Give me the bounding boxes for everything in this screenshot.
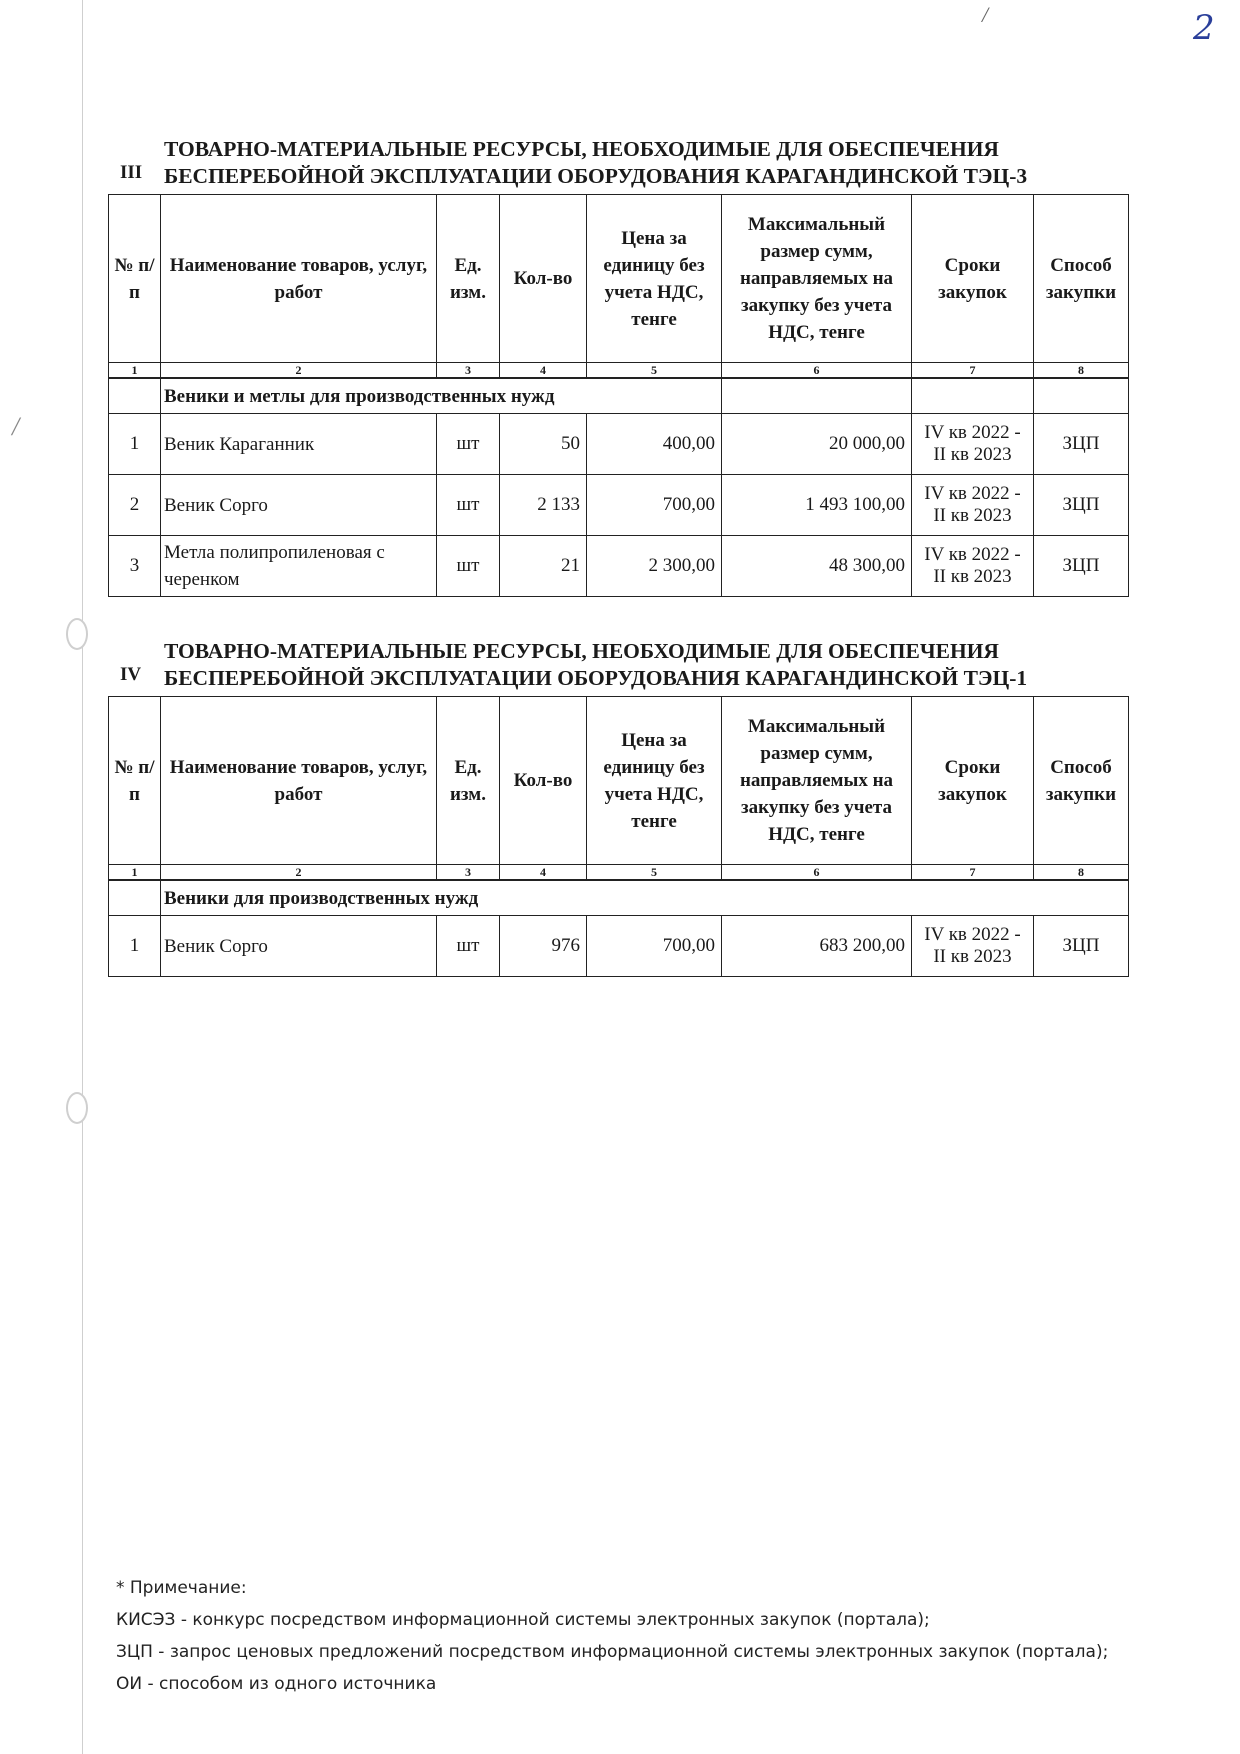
header-price: Цена за единицу без учета НДС, тенге [587, 697, 722, 865]
cell-period [912, 414, 1034, 475]
header-name: Наименование товаров, услуг, работ [161, 195, 437, 363]
column-number: 8 [1034, 865, 1129, 881]
procurement-table [108, 194, 1129, 597]
group-spacer [1034, 378, 1129, 414]
cell-no: 1 [109, 414, 161, 475]
cell-name: Веник Сорго [161, 916, 437, 977]
period-end: II кв 2023 [933, 566, 1012, 587]
group-spacer [109, 378, 161, 414]
cell-no: 2 [109, 475, 161, 536]
cell-qty: 21 [500, 536, 587, 597]
cell-method: ЗЦП [1034, 916, 1129, 977]
period-end: II кв 2023 [933, 505, 1012, 526]
period-start: IV кв 2022 - [924, 924, 1021, 945]
section-iii [108, 136, 1128, 597]
section-title [164, 638, 1027, 692]
group-row [109, 880, 1129, 916]
cell-max-sum: 683 200,00 [722, 916, 912, 977]
footnote-line: КИСЭЗ - конкурс посредством информационной системы электронных закупок (портала); [116, 1610, 930, 1630]
header-price: Цена за единицу без учета НДС, тенге [587, 195, 722, 363]
section-title-line: БЕСПЕРЕБОЙНОЙ ЭКСПЛУАТАЦИИ ОБОРУДОВАНИЯ КАРАГАНДИНСКОЙ ТЭЦ-3 [164, 164, 1028, 188]
procurement-table [108, 696, 1129, 977]
cell-method: ЗЦП [1034, 414, 1129, 475]
cell-name: Веник Сорго [161, 475, 437, 536]
pen-tick-mark: / [982, 2, 989, 27]
section-title-line: ТОВАРНО-МАТЕРИАЛЬНЫЕ РЕСУРСЫ, НЕОБХОДИМЫЕ ДЛЯ ОБЕСПЕЧЕНИЯ [164, 639, 999, 663]
column-number: 2 [161, 865, 437, 881]
header-period: Сроки закупок [912, 195, 1034, 363]
cell-period [912, 536, 1034, 597]
section-heading [108, 136, 1128, 194]
punch-hole [66, 618, 88, 650]
table-row [109, 414, 1129, 475]
cell-qty: 2 133 [500, 475, 587, 536]
column-number-row [109, 363, 1129, 379]
column-number: 7 [912, 363, 1034, 379]
period-end: II кв 2023 [933, 946, 1012, 967]
cell-name: Метла полипропиленовая с черенком [161, 536, 437, 597]
cell-unit: шт [437, 475, 500, 536]
column-number: 4 [500, 865, 587, 881]
table-row [109, 536, 1129, 597]
section-iv [108, 638, 1128, 977]
table-header-row [109, 697, 1129, 865]
column-number: 1 [109, 865, 161, 881]
column-number: 8 [1034, 363, 1129, 379]
header-method: Способ закупки [1034, 697, 1129, 865]
footnote-line: ЗЦП - запрос ценовых предложений посредством информационной системы электронных закупок (портала); [116, 1642, 1109, 1662]
cell-max-sum: 1 493 100,00 [722, 475, 912, 536]
cell-period [912, 916, 1034, 977]
cell-price: 700,00 [587, 916, 722, 977]
cell-price: 400,00 [587, 414, 722, 475]
section-title-line: БЕСПЕРЕБОЙНОЙ ЭКСПЛУАТАЦИИ ОБОРУДОВАНИЯ КАРАГАНДИНСКОЙ ТЭЦ-1 [164, 666, 1028, 690]
pen-stray-mark: / [12, 412, 20, 441]
cell-unit: шт [437, 916, 500, 977]
group-spacer [109, 880, 161, 916]
column-number: 7 [912, 865, 1034, 881]
period-start: IV кв 2022 - [924, 544, 1021, 565]
header-qty: Кол-во [500, 697, 587, 865]
column-number: 3 [437, 865, 500, 881]
header-no: № п/п [109, 697, 161, 865]
cell-no: 1 [109, 916, 161, 977]
cell-method: ЗЦП [1034, 475, 1129, 536]
punch-hole [66, 1092, 88, 1124]
period-start: IV кв 2022 - [924, 422, 1021, 443]
table-row [109, 916, 1129, 977]
section-heading [108, 638, 1128, 696]
footnote [116, 1572, 1116, 1700]
group-label: Веники для производственных нужд [161, 880, 1129, 916]
header-unit: Ед. изм. [437, 195, 500, 363]
group-spacer [722, 378, 912, 414]
page-number: 2 [1193, 8, 1215, 48]
table-header-row [109, 195, 1129, 363]
cell-max-sum: 20 000,00 [722, 414, 912, 475]
header-method: Способ закупки [1034, 195, 1129, 363]
column-number: 4 [500, 363, 587, 379]
group-label: Веники и метлы для производственных нужд [161, 378, 722, 414]
cell-method: ЗЦП [1034, 536, 1129, 597]
header-no: № п/п [109, 195, 161, 363]
binding-margin-line [82, 0, 83, 1754]
header-qty: Кол-во [500, 195, 587, 363]
section-title [164, 136, 1027, 190]
column-number: 3 [437, 363, 500, 379]
column-number: 6 [722, 865, 912, 881]
header-name: Наименование товаров, услуг, работ [161, 697, 437, 865]
period-start: IV кв 2022 - [924, 483, 1021, 504]
footnote-title: * Примечание: [116, 1578, 247, 1598]
cell-qty: 976 [500, 916, 587, 977]
cell-no: 3 [109, 536, 161, 597]
table-row [109, 475, 1129, 536]
column-number: 1 [109, 363, 161, 379]
cell-price: 2 300,00 [587, 536, 722, 597]
column-number: 5 [587, 363, 722, 379]
cell-price: 700,00 [587, 475, 722, 536]
header-max-sum: Максимальный размер сумм, направляемых на закупку без учета НДС, тенге [722, 195, 912, 363]
group-spacer [912, 378, 1034, 414]
section-title-line: ТОВАРНО-МАТЕРИАЛЬНЫЕ РЕСУРСЫ, НЕОБХОДИМЫЕ ДЛЯ ОБЕСПЕЧЕНИЯ [164, 137, 999, 161]
cell-unit: шт [437, 414, 500, 475]
header-period: Сроки закупок [912, 697, 1034, 865]
column-number: 5 [587, 865, 722, 881]
footnote-line: ОИ - способом из одного источника [116, 1674, 437, 1694]
column-number-row [109, 865, 1129, 881]
cell-max-sum: 48 300,00 [722, 536, 912, 597]
cell-period [912, 475, 1034, 536]
cell-name: Веник Караганник [161, 414, 437, 475]
column-number: 2 [161, 363, 437, 379]
header-unit: Ед. изм. [437, 697, 500, 865]
header-max-sum: Максимальный размер сумм, направляемых на закупку без учета НДС, тенге [722, 697, 912, 865]
period-end: II кв 2023 [933, 444, 1012, 465]
column-number: 6 [722, 363, 912, 379]
cell-unit: шт [437, 536, 500, 597]
cell-qty: 50 [500, 414, 587, 475]
section-roman-numeral: IV [120, 664, 142, 685]
section-roman-numeral: III [120, 162, 143, 183]
group-row [109, 378, 1129, 414]
